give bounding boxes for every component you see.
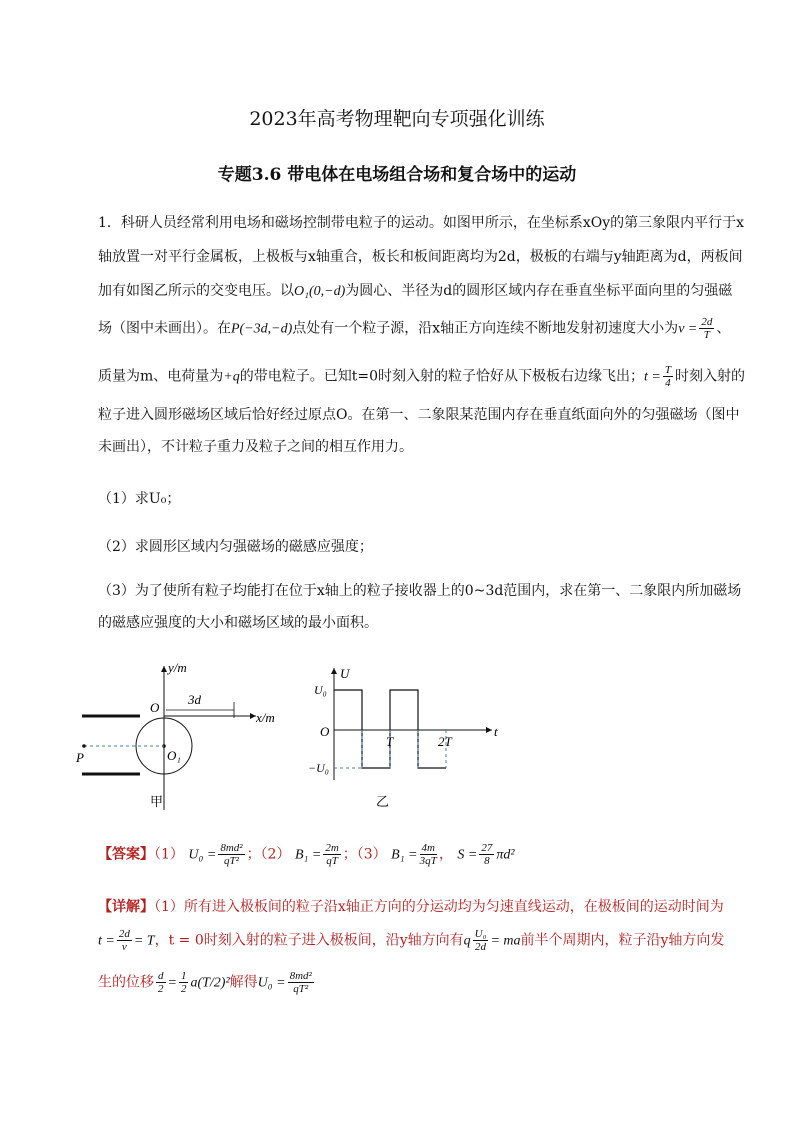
problem-line-1: 1．科研人员经常利用电场和磁场控制带电粒子的运动。如图甲所示，在坐标系xOy的第三象限内平行于x xyxy=(98,215,745,231)
frac-num: 2d xyxy=(118,928,130,940)
source-label: P xyxy=(76,750,84,765)
answer-sep-1: ；（2） xyxy=(246,846,291,863)
frac-den: qT² xyxy=(223,855,239,867)
caption-jia: 甲 xyxy=(150,794,164,809)
frac-den: v xyxy=(121,941,127,953)
answer-1-fraction xyxy=(218,842,244,867)
answer-tag: 【答案】 xyxy=(98,846,154,863)
question-1: （1）求U₀； xyxy=(98,491,181,507)
problem-line-4-c: 、 xyxy=(716,320,731,337)
problem-line-5-a: 质量为m、电荷量为 xyxy=(98,368,224,385)
problem-line-6: 粒子进入圆形磁场区域后恰好经过原点O。在第一、二象限某范围内存在垂直纸面向外的匀强磁场（图中 xyxy=(98,407,740,423)
frac-den: 3qT xyxy=(419,855,437,867)
frac-num: 8md² xyxy=(289,970,312,982)
detail-disp-fraction xyxy=(156,970,166,995)
page-subtitle: 专题3.6 带电体在电场组合场和复合场中的运动 xyxy=(217,165,577,185)
problem-line-2: 轴放置一对平行金属板，上极板与x轴重合，板长和板间距离均为2d，极板的右端与y轴距离为d，两板间 xyxy=(98,249,743,265)
charge-label: +q xyxy=(223,369,240,385)
detail-line-3 xyxy=(98,970,316,995)
detail-eq: = xyxy=(167,975,177,991)
center-label: O₁ xyxy=(167,748,181,763)
answer-3-fraction xyxy=(420,842,437,867)
answer-1-lhs: U₀ = xyxy=(188,847,217,863)
frac-num: 4m xyxy=(421,842,435,854)
answer-4-rhs: πd² xyxy=(496,847,515,863)
answer-4-lhs: S = xyxy=(457,847,478,863)
answer-part-1: （1） xyxy=(154,846,184,863)
origin-label: O xyxy=(150,700,160,715)
detail-text-1: （1）所有进入极板间的粒子沿x轴正方向的分运动均为匀速直线运动，在极板间的运动时间为 xyxy=(154,899,724,915)
problem-line-3 xyxy=(98,280,732,300)
frac-den: 2 xyxy=(158,983,164,995)
figure-jia xyxy=(70,650,290,820)
answer-sep-3: ， xyxy=(438,846,453,863)
frac-den: qT xyxy=(326,855,338,867)
origin-label: O xyxy=(320,724,330,739)
problem-line-4-b: 点处有一个粒子源，沿x轴正方向连续不断地发射初速度大小为 xyxy=(292,320,679,337)
problem-line-4 xyxy=(98,316,730,341)
frac-den: 4 xyxy=(665,377,671,389)
tick-2t-label: 2T xyxy=(438,734,452,749)
question-3a: （3）为了使所有粒子均能打在位于x轴上的粒子接收器上的0~3d范围内，求在第一、二象限内所加磁场 xyxy=(98,583,742,599)
answer-2-lhs: B₁ = xyxy=(294,847,322,863)
answer-line xyxy=(98,842,515,867)
frac-den: 2d xyxy=(475,941,487,953)
frac-den: qT² xyxy=(293,983,309,995)
detail-line-2 xyxy=(98,928,724,953)
time-fraction xyxy=(663,364,673,389)
answer-4-fraction xyxy=(479,842,494,867)
detail-t-fraction xyxy=(117,928,132,953)
frac-num: d xyxy=(158,970,164,982)
velocity-label: v = xyxy=(678,321,698,337)
frac-num: 2m xyxy=(325,842,339,854)
figure-yi xyxy=(306,660,506,820)
problem-line-4-a: 场（图中未画出）。在 xyxy=(98,320,231,337)
detail-t-rhs: = T xyxy=(133,933,155,949)
u-pos-label: U₀ xyxy=(314,683,327,697)
frac-num: T xyxy=(664,364,671,376)
problem-line-5-c: 时刻入射的 xyxy=(674,368,745,385)
detail-text-2b: 前半个周期内，粒子沿y轴方向发 xyxy=(520,932,725,949)
frac-num: 1 xyxy=(180,970,187,982)
detail-text-3b: 解得 xyxy=(229,974,258,991)
source-dot xyxy=(82,744,86,748)
dimension-label: 3d xyxy=(188,692,201,707)
detail-field-fraction xyxy=(473,928,489,953)
detail-text-3a: 生的位移 xyxy=(98,974,154,991)
frac-num: U₀ xyxy=(474,928,487,940)
frac-den: 2 xyxy=(180,983,187,995)
p-coord: P(−3d,−d) xyxy=(231,321,293,337)
problem-line-3-a: 加有如图乙所示的交变电压。以 xyxy=(98,283,294,299)
t-axis-label: t xyxy=(494,724,498,739)
page-title: 2023年高考物理靶向专项强化训练 xyxy=(249,108,545,130)
answer-sep-2: ；（3） xyxy=(342,846,387,863)
o1-coord: O₁(0,−d) xyxy=(294,284,346,299)
velocity-fraction xyxy=(699,316,714,341)
detail-u0-fraction xyxy=(288,970,314,995)
answer-2-fraction xyxy=(323,842,340,867)
problem-line-5-b: 的带电粒子。已知t=0时刻入射的粒子恰好从下极板右边缘飞出； xyxy=(239,368,644,385)
detail-text-2a: ，t = 0时刻入射的粒子进入极板间，沿y轴方向有 xyxy=(154,932,464,949)
frac-num: 8md² xyxy=(220,842,243,854)
detail-q: q xyxy=(463,933,471,949)
time-label: t = xyxy=(644,369,661,385)
question-2: （2）求圆形区域内匀强磁场的磁感应强度； xyxy=(98,539,373,555)
detail-tag: 【详解】 xyxy=(98,899,154,915)
frac-den: 8 xyxy=(484,855,490,867)
caption-yi: 乙 xyxy=(376,794,390,809)
detail-paren: (T/2)² xyxy=(197,975,230,991)
u-axis-label: U xyxy=(340,666,350,681)
tick-t-label: T xyxy=(386,734,394,749)
detail-a: a xyxy=(190,975,198,991)
problem-line-3-b: 为圆心、半径为d的圆形区域内存在垂直坐标平面向里的匀强磁 xyxy=(345,283,733,299)
detail-u0-lhs: U₀ = xyxy=(257,975,286,991)
frac-num: 27 xyxy=(481,842,493,854)
answer-3-lhs: B₁ = xyxy=(391,847,418,863)
question-3b: 的磁感应强度的大小和磁场区域的最小面积。 xyxy=(98,615,378,631)
y-axis-label: y/m xyxy=(168,660,187,675)
frac-num: 2d xyxy=(701,316,713,328)
detail-ma: = ma xyxy=(490,933,521,949)
detail-half-fraction xyxy=(179,970,189,995)
frac-den: T xyxy=(703,329,710,341)
problem-line-7: 未画出），不计粒子重力及粒子之间的相互作用力。 xyxy=(98,439,413,455)
detail-line-1 xyxy=(98,896,724,916)
problem-line-5 xyxy=(98,364,745,389)
x-axis-label: x/m xyxy=(256,710,275,725)
u-neg-label: −U₀ xyxy=(308,761,329,775)
detail-t-lhs: t = xyxy=(98,933,115,949)
